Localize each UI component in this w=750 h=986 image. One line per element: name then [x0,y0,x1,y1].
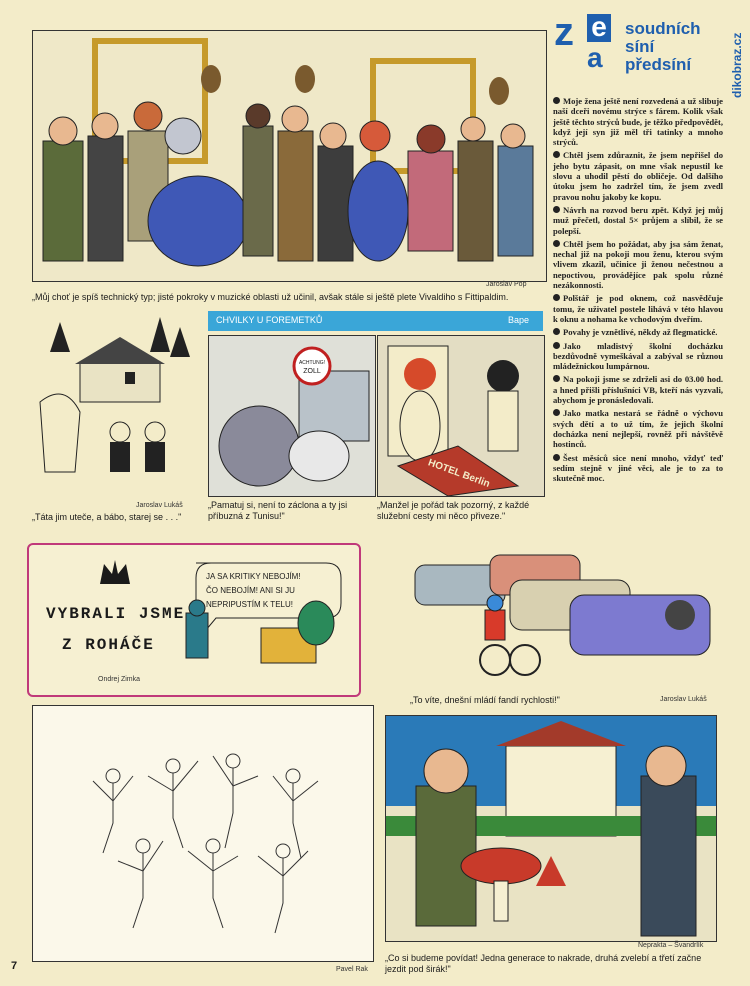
list-item: Šest měsíců sice není mnoho, vždyť teď sedím stejně v jiné věci, ale je to za to skutečně moc. [553,452,723,484]
vybrali-credit: Ondrej Zimka [98,676,141,683]
list-item: Na pokoji jsme se zdrželi asi do 03.00 hod. a hned přišli příslušníci VB, kteří nás vyzvali, abychom je pronásledovali. [553,374,723,406]
customs-sign-line2: ZOLL [303,368,321,375]
gallery-credit: Jaroslav Pop [486,281,527,288]
title-line1: soudních [625,19,701,38]
gallery-cartoon [32,30,547,282]
garden-caption: „Co si budeme povídat! Jedna generace to nakrade, druhá zvelebí a třetí začne jezdit pod širák!" [385,953,702,974]
title-line2: síní [625,37,655,56]
page-number: 7 [11,960,18,972]
gallery-illustration [33,31,546,281]
series-panel-right [377,335,545,497]
series-panel-left [208,335,376,497]
cyclist-caption: „To víte, dnešní mládí fandí rychlosti!" [410,695,560,705]
list-item: Polštář je pod oknem, což nasvědčuje tomu, že uživatel postele lihává v této hlavou k oknu a nohama ke vchodovým dveřím. [553,293,723,324]
series-header [208,311,543,331]
cyclist-credit: Jaroslav Lukáš [660,696,707,703]
title-line3: předsíní [625,55,692,74]
cyclist-illustration [410,545,720,685]
series-title: CHVILKY U FOREMETKŮ [216,315,323,325]
crown-icon [98,558,132,586]
cottage-credit: Jaroslav Lukáš [136,502,183,509]
list-item: Návrh na rozvod beru zpět. Když jej můj muž přečetl, dostal 5× průjem a slíbil, že se polepší. [553,204,723,236]
vybrali-title-line2: Z ROHÁČE [62,636,155,654]
list-item: Povahy je vznětlivé, někdy až flegmatické. [553,327,723,337]
vybrali-title-line1: VYBRALI JSME [46,605,186,623]
garden-credit: Neprakta – Švandrlík [638,942,704,949]
title-z: z [554,10,574,54]
bubble-line2: ČO NEBOJÍM! ANI SI JU [206,586,295,595]
bubble-line3: NEPRIPUSTÍM K TELU! [206,600,293,609]
series-left-caption: „Pamatuj si, není to záclona a ty jsi příbuzná z Tunisu!" [208,500,348,521]
cottage-illustration [30,312,200,492]
list-item: Jako matka nestará se řádně o výchovu svých dětí a to už tím, že jejich školní docházka není nejlepší, rovněž při návštěvě hostinců. [553,408,723,450]
series-author: Bape [507,315,529,325]
title-a: a [587,42,603,73]
list-item: Jako mladistvý školní docházku bezdůvodně vymeškával a zabýval se různou mládežnickou lumpárnou. [553,340,723,372]
court-quotes-list [553,96,723,486]
source-watermark [726,10,746,100]
source-url: dikobraz.cz [730,32,744,98]
gallery-caption: „Můj choť je spíš technický typ; jisté pokroky v muzické oblasti už učinil, avšak stále si ještě plete Vivaldiho s Fittipaldim. [32,292,509,302]
series-right-caption: „Manžel je pořád tak pozorný, z každé služební cesty mi něco přiveze." [377,500,530,521]
conductors-cartoon [32,705,374,962]
bubble-line1: JA SA KRITIKY NEBOJÍM! [206,572,301,581]
vybrali-illustration [176,553,346,673]
list-item: Moje žena ještě není rozvedená a už slibuje naší dceři novému strýce s fárem. Kolik však ještě těchto strýců bude, je těžko předpovědět, když její syn již měl tři tatinky a mnoho strýců. [553,96,723,148]
list-item: Chtěl jsem zdůraznit, že jsem nepřišel do jeho bytu zápasit, on mne však nepustil ke slovu a uhodil pěstí do obličeje. Od dalšího útoku jsem ho zadržel tím, že jsem zvedl pravou nohu jakoby ke kopu. [553,150,723,202]
garden-cartoon [385,715,717,942]
customs-sign-line1: ACHTUNG! [298,360,326,366]
list-item: Chtěl jsem ho požádat, aby jsa sám ženat, nechal již na pokoji mou ženu, kterou svým vlivem zkazil, učinice ji ženou nečestnou a nepoctivou, provádějíce pak spolu různé nezákonnosti. [553,238,723,291]
cottage-caption: „Táta jim uteče, a bábo, starej se . . ." [32,512,182,522]
conductors-credit: Pavel Rak [336,966,368,973]
mat-text: HOTEL Berlin [426,457,492,490]
title-e: e [587,14,611,42]
